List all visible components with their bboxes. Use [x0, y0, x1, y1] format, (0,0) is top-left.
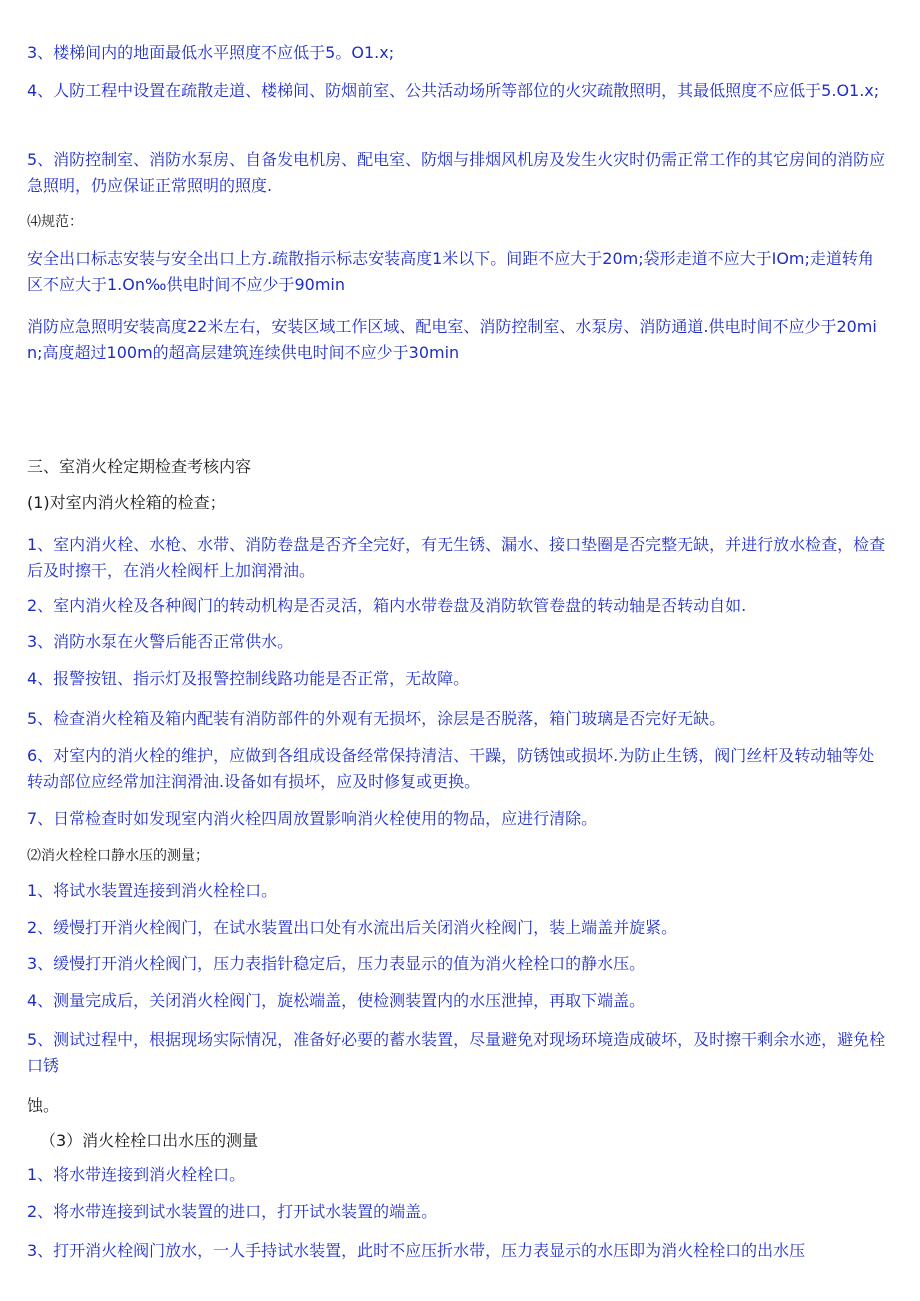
list-item-static-1: 1、将试水装置连接到消火栓栓口。	[27, 881, 278, 900]
subsection-heading-static-pressure: ⑵消火栓栓口静水压的测量；	[27, 848, 209, 864]
list-item-static-4: 4、测量完成后，关闭消火栓阀门，旋松端盖，使检测装置内的水压泄掉，再取下端盖。	[27, 991, 646, 1010]
paragraph-civil-defense-lighting: 4、人防工程中设置在疏散走道、楼梯间、防烟前室、公共活动场所等部位的火灾疏散照明，其最低照度不应低于5.O1.x;	[27, 81, 880, 100]
list-item-static-3: 3、缓慢打开消火栓阀门，压力表指针稳定后，压力表显示的值为消火栓栓口的静水压。	[27, 954, 646, 973]
list-item-cabinet-1: 1、室内消火栓、水枪、水带、消防卷盘是否齐全完好，有无生锈、漏水、接口垫圈是否完整无缺，并进行放水检查，检查后及时擦干，在消火栓阀杆上加润滑油。	[27, 535, 886, 580]
list-item-outlet-3: 3、打开消火栓阀门放水，一人手持试水装置，此时不应压折水带，压力表显示的水压即为消火栓栓口的出水压	[27, 1241, 806, 1260]
list-item-cabinet-2: 2、室内消火栓及各种阀门的转动机构是否灵活，箱内水带卷盘及消防软管卷盘的转动轴是否转动自如.	[27, 596, 747, 615]
subsection-heading-outlet-pressure: （3）消火栓栓口出水压的测量	[40, 1131, 259, 1150]
paragraph-stair-illuminance: 3、楼梯间内的地面最低水平照度不应低于5。O1.x;	[27, 43, 395, 62]
paragraph-exit-sign-spec: 安全出口标志安装与安全出口上方.疏散指示标志安装高度1米以下。间距不应大于20m;袋形走道不应大于IOm;走道转角区不应大于1.On‰供电时间不应少于90min	[27, 249, 874, 294]
list-item-outlet-2: 2、将水带连接到试水装置的进口，打开试水装置的端盖。	[27, 1202, 438, 1221]
list-item-cabinet-7: 7、日常检查时如发现室内消火栓四周放置影响消火栓使用的物品，应进行清除。	[27, 809, 598, 828]
list-item-outlet-1: 1、将水带连接到消火栓栓口。	[27, 1165, 246, 1184]
paragraph-emergency-lighting-spec: 消防应急照明安装高度22米左右，安装区域工作区域、配电室、消防控制室、水泵房、消防通道.供电时间不应少于20min;高度超过100m的超高层建筑连续供电时间不应少于30min	[27, 317, 877, 362]
list-item-cabinet-4: 4、报警按钮、指示灯及报警控制线路功能是否正常，无故障。	[27, 669, 470, 688]
paragraph-continuation: 蚀。	[27, 1096, 60, 1115]
list-item-static-2: 2、缓慢打开消火栓阀门，在试水装置出口处有水流出后关闭消火栓阀门，装上端盖并旋紧。	[27, 918, 678, 937]
section-heading-hydrant-inspection: 三、室消火栓定期检查考核内容	[27, 457, 252, 476]
list-item-cabinet-5: 5、检查消火栓箱及箱内配装有消防部件的外观有无损坏，涂层是否脱落，箱门玻璃是否完好无缺。	[27, 709, 726, 728]
section-heading-specification: ⑷规范：	[27, 214, 83, 230]
subsection-heading-cabinet-check: (1)对室内消火栓箱的检查；	[27, 493, 226, 512]
list-item-static-5: 5、测试过程中，根据现场实际情况，准备好必要的蓄水装置，尽量避免对现场环境造成破坏，及时擦干剩余水迹，避免栓口锈	[27, 1030, 886, 1075]
list-item-cabinet-3: 3、消防水泵在火警后能否正常供水。	[27, 632, 294, 651]
list-item-cabinet-6: 6、对室内的消火栓的维护，应做到各组成设备经常保持清洁、干躁，防锈蚀或损坏.为防止生锈，阀门丝杆及转动轴等处转动部位应经常加注润滑油.设备如有损坏，应及时修复或更换。	[27, 746, 875, 791]
paragraph-control-room-lighting: 5、消防控制室、消防水泵房、自备发电机房、配电室、防烟与排烟风机房及发生火灾时仍需正常工作的其它房间的消防应急照明，仍应保证正常照明的照度.	[27, 150, 886, 195]
